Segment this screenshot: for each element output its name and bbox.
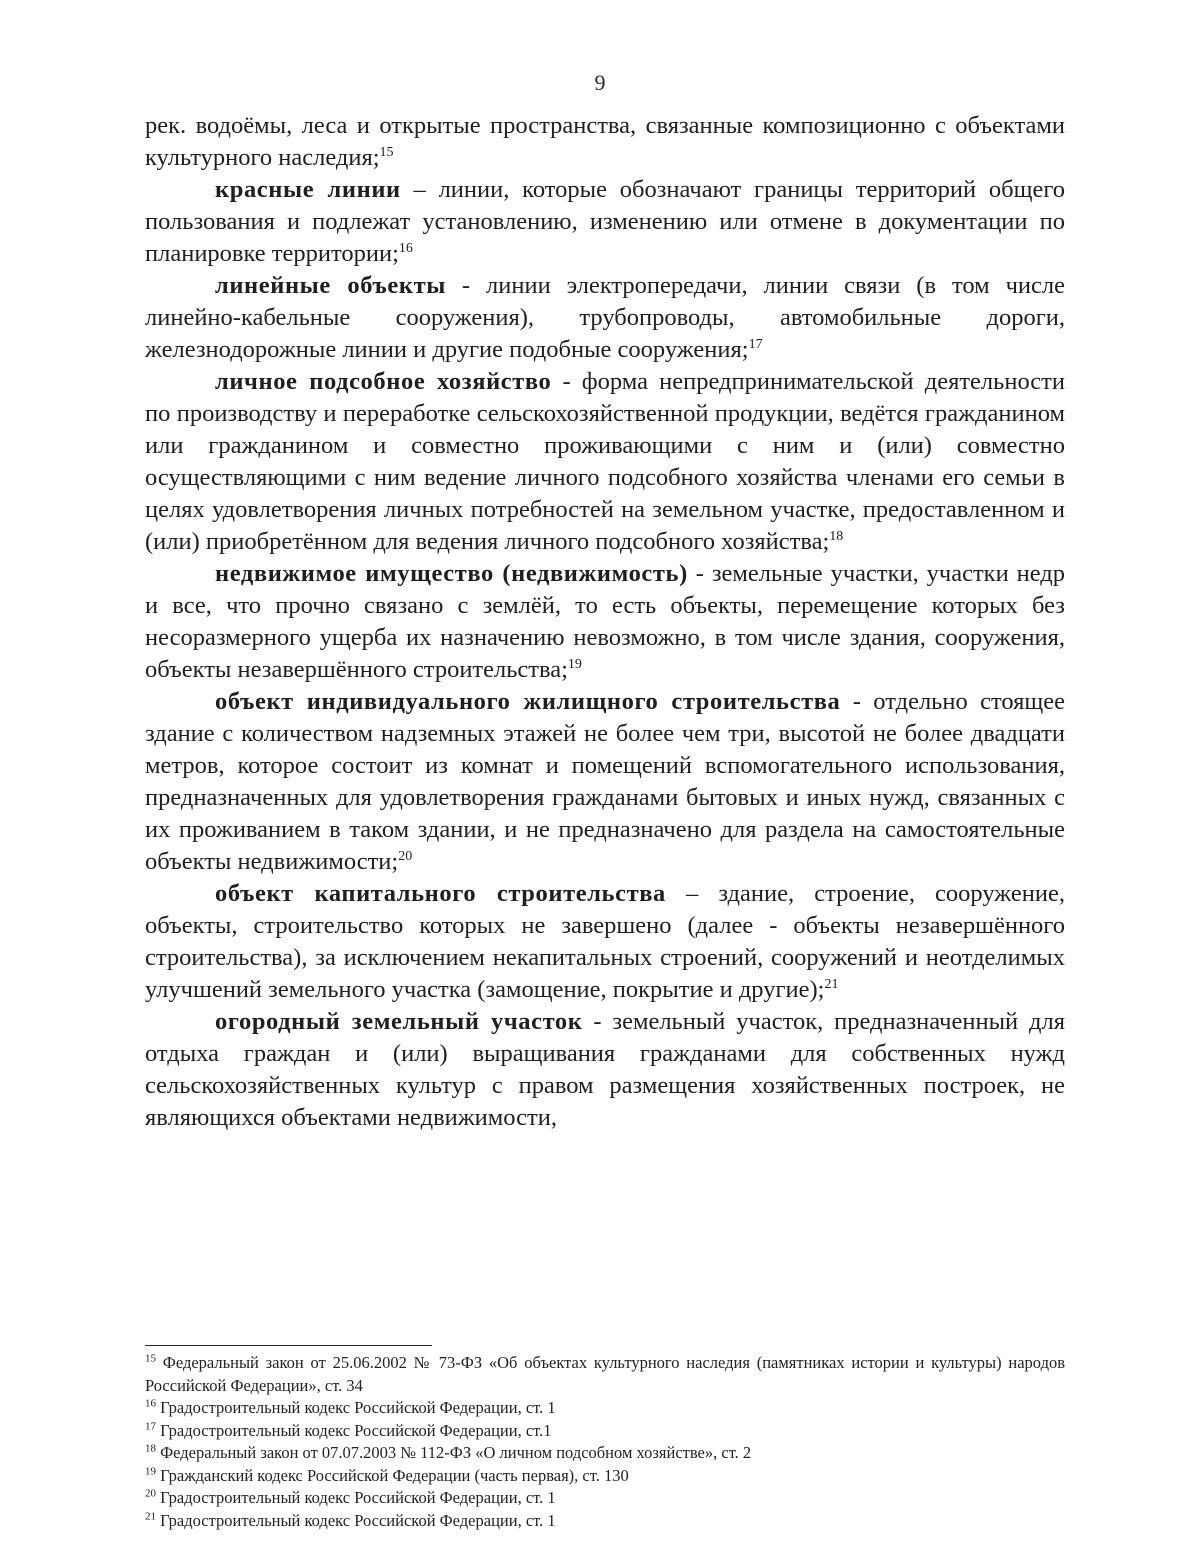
definition-garden-plot <box>145 1006 1065 1134</box>
footnote-number: 15 <box>145 1352 156 1365</box>
term: линейные объекты <box>215 272 446 299</box>
term: красные линии <box>215 176 401 203</box>
footnote-number: 18 <box>145 1442 156 1455</box>
footnote-text: Гражданский кодекс Российской Федерации (часть первая), ст. 130 <box>160 1465 629 1485</box>
footnote-16 <box>145 1397 1065 1420</box>
footnote-separator <box>145 1345 432 1346</box>
term: недвижимое имущество (недвижимость) <box>215 560 688 587</box>
definition-personal-farm <box>145 366 1065 558</box>
body-text <box>145 110 1065 1134</box>
footnote-number: 21 <box>145 1510 156 1522</box>
definition-text: - земельные участки, участки недр и все, что прочно связано с землёй, то есть объекты, перемещение которых без несоразмерного ущерба их назначению невозможно, в том числе здания, сооружения, объекты незавершённого строительства; <box>145 560 1066 683</box>
footnote-ref: 19 <box>567 656 582 672</box>
footnote-ref: 20 <box>398 848 413 864</box>
term: объект индивидуального жилищного строительства <box>215 688 841 715</box>
footnote-15 <box>145 1352 1065 1397</box>
definition-linear-objects <box>145 270 1065 366</box>
definition-real-estate <box>145 558 1065 686</box>
footnote-18 <box>145 1442 1065 1465</box>
definition-text: - форма непредпринимательской деятельности по производству и переработке сельскохозяйственной продукции, ведётся гражданином или гражданином и совместно проживающими с ним и (или) совместно осуществляющими с ним ведение личного подсобного хозяйства членами его семьи в целях удовлетворения личных потребностей на земельном участке, предоставленном и (или) приобретённом для ведения личного подсобного хозяйства; <box>145 368 1065 555</box>
footnotes <box>145 1352 1065 1532</box>
footnote-20 <box>145 1487 1065 1510</box>
footnote-17 <box>145 1420 1065 1443</box>
paragraph-text: рек. водоёмы, леса и открытые пространства, связанные композиционно с объектами культурного наследия; <box>145 112 1065 171</box>
definition-text: - линии электропередачи, линии связи (в том числе линейно-кабельные сооружения), трубопроводы, автомобильные дороги, железнодорожные линии и другие подобные сооружения; <box>145 272 1065 363</box>
footnote-text: Федеральный закон от 25.06.2002 № 73-ФЗ «Об объектах культурного наследия (памятниках истории и культуры) народов Российской Федерации», ст. 34 <box>145 1353 1066 1395</box>
definition-text: - земельный участок, предназначенный для отдыха граждан и (или) выращивания гражданами для собственных нужд сельскохозяйственных культур с правом размещения хозяйственных построек, не являющихся объектами недвижимости, <box>145 1008 1065 1131</box>
paragraph-continuation <box>145 110 1065 174</box>
footnote-number: 16 <box>145 1397 156 1410</box>
definition-text: – здание, строение, сооружение, объекты, строительство которых не завершено (далее - объекты незавершённого строительства), за исключением некапитальных строений, сооружений и неотделимых улучшений земельного участка (замощение, покрытие и другие); <box>145 880 1065 1003</box>
footnote-text: Градостроительный кодекс Российской Федерации, ст.1 <box>160 1420 552 1440</box>
footnote-ref: 21 <box>824 976 839 992</box>
footnote-text: Градостроительный кодекс Российской Федерации, ст. 1 <box>160 1488 556 1507</box>
page-number: 9 <box>594 70 606 95</box>
definition-text: – линии, которые обозначают границы территорий общего пользования и подлежат установлению, изменению или отмене в документации по планировке территории; <box>145 176 1066 267</box>
footnote-text: Градостроительный кодекс Российской Федерации, ст. 1 <box>160 1510 556 1530</box>
definition-red-lines <box>145 174 1065 270</box>
footnote-number: 20 <box>145 1487 156 1500</box>
definition-text: - отдельно стоящее здание с количеством надземных этажей не более чем три, высотой не более двадцати метров, которое состоит из комнат и помещений вспомогательного использования, предназначенных для удовлетворения гражданами бытовых и иных нужд, связанных с их проживанием в таком здании, и не предназначено для раздела на самостоятельные объекты недвижимости; <box>145 688 1066 875</box>
definition-individual-housing <box>145 686 1065 878</box>
footnote-number: 19 <box>145 1465 156 1477</box>
term: огородный земельный участок <box>215 1008 583 1035</box>
footnote-text: Градостроительный кодекс Российской Федерации, ст. 1 <box>160 1398 556 1417</box>
footnote-ref: 16 <box>398 240 413 256</box>
footnote-ref: 17 <box>748 336 763 352</box>
footnote-ref: 15 <box>379 144 394 160</box>
footnote-ref: 18 <box>829 528 844 544</box>
definition-capital-construction <box>145 878 1065 1006</box>
footnote-21 <box>145 1510 1065 1533</box>
footnote-number: 17 <box>145 1420 156 1432</box>
footnote-19 <box>145 1465 1065 1488</box>
term: личное подсобное хозяйство <box>215 368 552 395</box>
footnote-text: Федеральный закон от 07.07.2003 № 112-ФЗ «О личном подсобном хозяйстве», ст. 2 <box>160 1443 752 1462</box>
term: объект капитального строительства <box>215 880 666 907</box>
